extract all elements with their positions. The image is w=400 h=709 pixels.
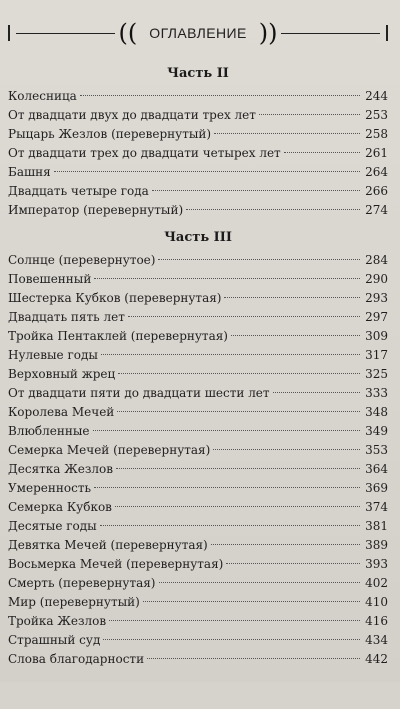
- toc-row[interactable]: [8, 517, 388, 536]
- toc-entry-title: От двадцати двух до двадцати трех лет: [8, 108, 256, 122]
- toc-page-number: 349: [365, 424, 388, 438]
- toc-list-part-iii: [8, 251, 388, 669]
- toc-row[interactable]: [8, 536, 388, 555]
- toc-entry-title: Верховный жрец: [8, 367, 116, 381]
- toc-row[interactable]: [8, 422, 388, 441]
- dot-leader: [117, 411, 360, 412]
- toc-entry-title: Повешенный: [8, 272, 92, 286]
- toc-list-part-ii: [8, 87, 388, 220]
- dot-leader: [93, 430, 361, 431]
- toc-page-number: 434: [365, 633, 388, 647]
- toc-row[interactable]: [8, 270, 388, 289]
- toc-entry-title: Тройка Жезлов: [8, 614, 107, 628]
- dot-leader: [94, 278, 360, 279]
- toc-row[interactable]: [8, 106, 388, 125]
- toc-entry-title: Влюбленные: [8, 424, 90, 438]
- ornament-right-icon: )): [258, 19, 278, 47]
- dot-leader: [118, 373, 360, 374]
- dot-leader: [101, 354, 360, 355]
- dot-leader: [158, 259, 360, 260]
- dot-leader: [116, 468, 360, 469]
- toc-entry-title: Тройка Пентаклей (перевернутая): [8, 329, 228, 343]
- toc-row[interactable]: [8, 384, 388, 403]
- toc-page-number: 244: [365, 89, 388, 103]
- toc-entry-title: Девятка Мечей (перевернутая): [8, 538, 208, 552]
- toc-row[interactable]: [8, 308, 388, 327]
- dot-leader: [284, 152, 360, 153]
- dot-leader: [143, 601, 360, 602]
- toc-page-number: 317: [365, 348, 388, 362]
- dot-leader: [115, 506, 360, 507]
- toc-page-number: 266: [365, 184, 388, 198]
- toc-page-number: 393: [365, 557, 388, 571]
- dot-leader: [231, 335, 360, 336]
- dot-leader: [226, 563, 360, 564]
- dot-leader: [147, 658, 360, 659]
- rule-cap-left: [8, 25, 16, 41]
- toc-page-number: 381: [365, 519, 388, 533]
- toc-row[interactable]: [8, 403, 388, 422]
- toc-row[interactable]: [8, 593, 388, 612]
- toc-row[interactable]: [8, 144, 388, 163]
- toc-row[interactable]: [8, 346, 388, 365]
- toc-page-number: 309: [365, 329, 388, 343]
- toc-page-number: 261: [365, 146, 388, 160]
- toc-entry-title: Колесница: [8, 89, 77, 103]
- dot-leader: [214, 133, 360, 134]
- dot-leader: [103, 639, 360, 640]
- dot-leader: [159, 582, 361, 583]
- toc-row[interactable]: [8, 555, 388, 574]
- toc-entry-title: Семерка Мечей (перевернутая): [8, 443, 211, 457]
- toc-entry-title: Император (перевернутый): [8, 203, 184, 217]
- page-title: ОГЛАВЛЕНИЕ: [149, 25, 247, 41]
- toc-page-number: 274: [365, 203, 388, 217]
- toc-page-number: 297: [365, 310, 388, 324]
- toc-entry-title: Нулевые годы: [8, 348, 98, 362]
- toc-row[interactable]: [8, 574, 388, 593]
- toc-page-number: 374: [365, 500, 388, 514]
- toc-row[interactable]: [8, 163, 388, 182]
- toc-row[interactable]: [8, 87, 388, 106]
- toc-entry-title: Мир (перевернутый): [8, 595, 140, 609]
- toc-row[interactable]: [8, 125, 388, 144]
- dot-leader: [80, 95, 360, 96]
- toc-entry-title: Умеренность: [8, 481, 92, 495]
- toc-row[interactable]: [8, 201, 388, 220]
- dot-leader: [94, 487, 360, 488]
- toc-entry-title: Двадцать четыре года: [8, 184, 149, 198]
- dot-leader: [128, 316, 360, 317]
- toc-entry-title: Смерть (перевернутая): [8, 576, 156, 590]
- toc-entry-title: Солнце (перевернутое): [8, 253, 156, 267]
- dot-leader: [259, 114, 360, 115]
- header-rule-left: [16, 33, 115, 34]
- toc-entry-title: Королева Мечей: [8, 405, 115, 419]
- section-title: Часть III: [164, 230, 232, 245]
- toc-entry-title: Двадцать пять лет: [8, 310, 125, 324]
- toc-page-number: 410: [365, 595, 388, 609]
- toc-entry-title: Десятые годы: [8, 519, 97, 533]
- page-bottom-space: [8, 669, 388, 709]
- toc-entry-title: Семерка Кубков: [8, 500, 112, 514]
- toc-entry-title: Шестерка Кубков (перевернутая): [8, 291, 222, 305]
- toc-row[interactable]: [8, 498, 388, 517]
- dot-leader: [186, 209, 360, 210]
- header-rule-right: [281, 33, 380, 34]
- dot-leader: [54, 171, 360, 172]
- toc-row[interactable]: [8, 182, 388, 201]
- toc-page-number: 389: [365, 538, 388, 552]
- dot-leader: [152, 190, 360, 191]
- dot-leader: [213, 449, 360, 450]
- toc-row[interactable]: [8, 441, 388, 460]
- toc-entry-title: Слова благодарности: [8, 652, 145, 666]
- toc-page-number: 442: [365, 652, 388, 666]
- toc-page-number: 402: [365, 576, 388, 590]
- toc-page-number: 333: [365, 386, 388, 400]
- dot-leader: [273, 392, 361, 393]
- toc-page-number: 258: [365, 127, 388, 141]
- toc-page-number: 416: [365, 614, 388, 628]
- toc-page-number: 264: [365, 165, 388, 179]
- dot-leader: [211, 544, 360, 545]
- rule-cap-right: [380, 25, 388, 41]
- toc-row[interactable]: [8, 612, 388, 631]
- section-title: Часть II: [167, 66, 229, 81]
- toc-page-number: 353: [365, 443, 388, 457]
- toc-row[interactable]: [8, 479, 388, 498]
- toc-entry-title: Башня: [8, 165, 51, 179]
- toc-page-number: 293: [365, 291, 388, 305]
- toc-page-number: 284: [365, 253, 388, 267]
- toc-row[interactable]: [8, 365, 388, 384]
- toc-page-number: 290: [365, 272, 388, 286]
- toc-entry-title: Десятка Жезлов: [8, 462, 113, 476]
- toc-page-number: 369: [365, 481, 388, 495]
- page-header: [8, 18, 388, 48]
- dot-leader: [224, 297, 360, 298]
- toc-page-number: 364: [365, 462, 388, 476]
- toc-entry-title: Страшный суд: [8, 633, 101, 647]
- dot-leader: [100, 525, 360, 526]
- toc-row[interactable]: [8, 631, 388, 650]
- toc-entry-title: Рыцарь Жезлов (перевернутый): [8, 127, 212, 141]
- ornament-left-icon: ((: [118, 19, 138, 47]
- toc-entry-title: От двадцати трех до двадцати четырех лет: [8, 146, 281, 160]
- dot-leader: [109, 620, 360, 621]
- toc-page-number: 325: [365, 367, 388, 381]
- toc-entry-title: От двадцати пяти до двадцати шести лет: [8, 386, 270, 400]
- toc-row[interactable]: [8, 460, 388, 479]
- toc-entry-title: Восьмерка Мечей (перевернутая): [8, 557, 224, 571]
- toc-page-number: 348: [365, 405, 388, 419]
- toc-row[interactable]: [8, 251, 388, 270]
- toc-row[interactable]: [8, 289, 388, 308]
- toc-page-number: 253: [365, 108, 388, 122]
- toc-row[interactable]: [8, 327, 388, 346]
- toc-row[interactable]: [8, 650, 388, 669]
